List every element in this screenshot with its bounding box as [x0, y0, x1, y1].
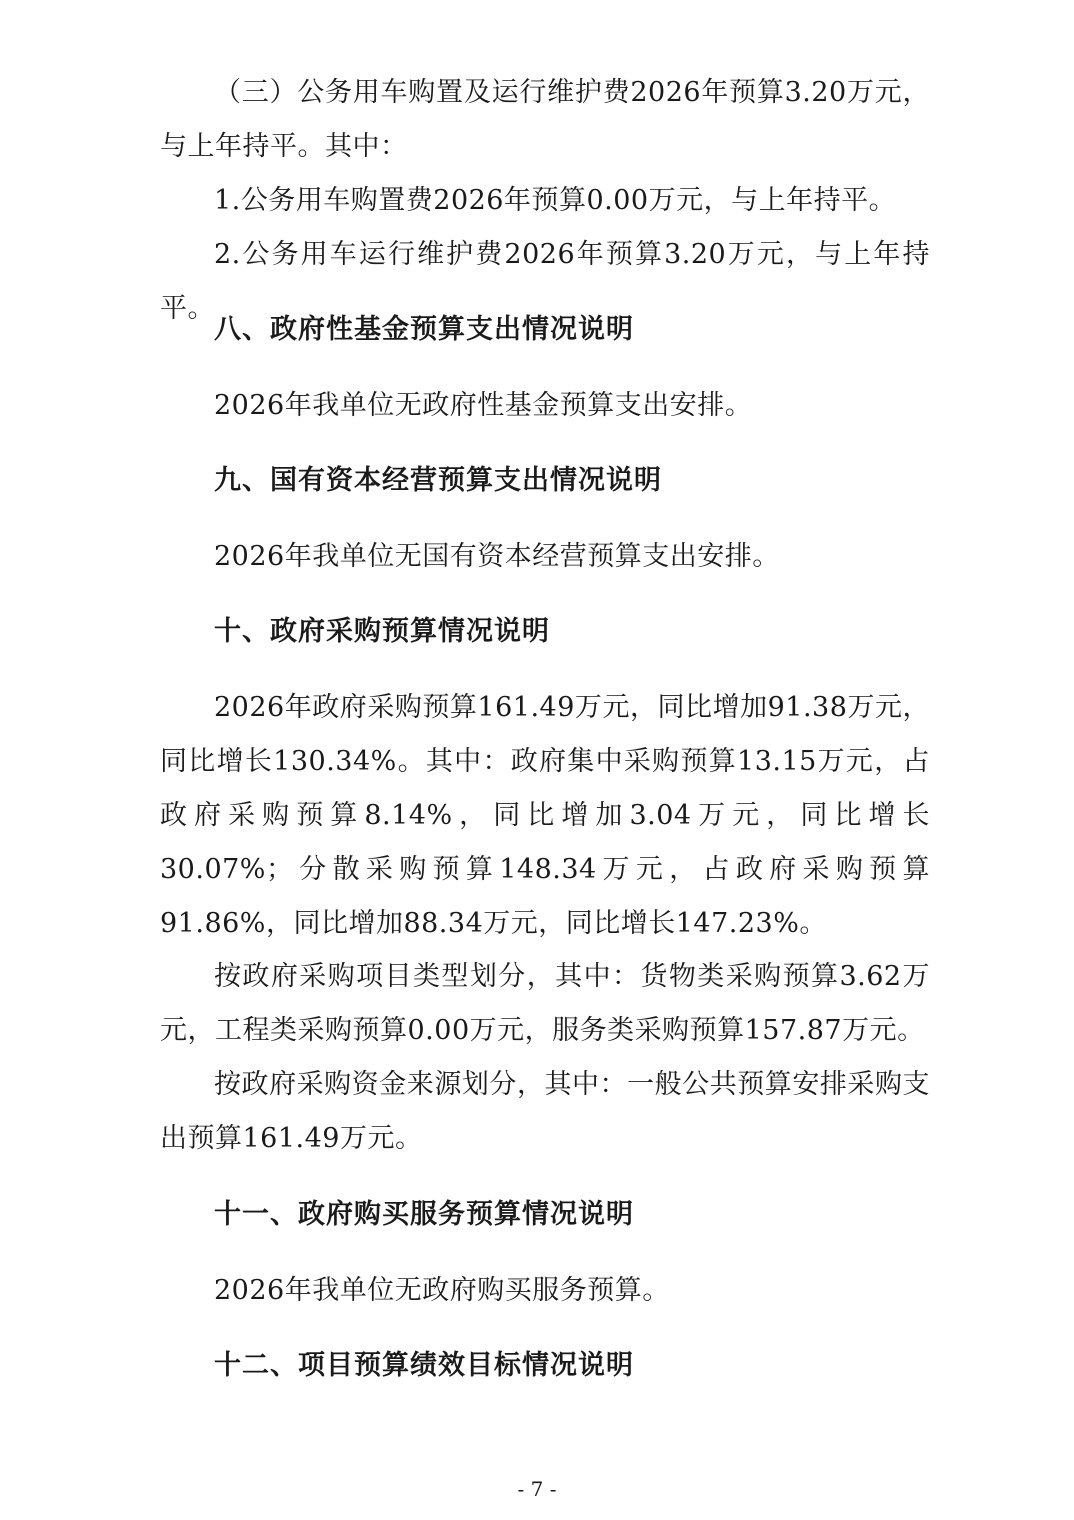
section-10-body-2: 按政府采购项目类型划分，其中：货物类采购预算3.62万元，工程类采购预算0.00万元，服务类采购预算157.87万元。	[160, 961, 930, 1046]
section-9-body: 2026年我单位无国有资本经营预算支出安排。	[214, 541, 780, 572]
page-number: - 7 -	[517, 1477, 557, 1501]
section-8-body: 2026年我单位无政府性基金预算支出安排。	[214, 390, 753, 421]
section-8-heading: 八、政府性基金预算支出情况说明	[214, 314, 634, 345]
section-10-body-3: 按政府采购资金来源划分，其中：一般公共预算安排采购支出预算161.49万元。	[160, 1069, 930, 1154]
paragraph-vehicle-maintenance: 2.公务用车运行维护费2026年预算3.20万元，与上年持平。	[160, 239, 930, 324]
paragraph-vehicle-purchase: 1.公务用车购置费2026年预算0.00万元，与上年持平。	[214, 185, 897, 216]
section-11-body: 2026年我单位无政府购买服务预算。	[214, 1275, 670, 1306]
section-9-heading: 九、国有资本经营预算支出情况说明	[214, 465, 662, 496]
section-12-heading: 十二、项目预算绩效目标情况说明	[214, 1350, 634, 1381]
paragraph-vehicle-expense: （三）公务用车购置及运行维护费2026年预算3.20万元，与上年持平。其中：	[160, 77, 930, 162]
section-10-heading: 十、政府采购预算情况说明	[214, 616, 550, 647]
section-11-heading: 十一、政府购买服务预算情况说明	[214, 1199, 634, 1230]
section-10-body-1: 2026年政府采购预算161.49万元，同比增加91.38万元，同比增长130.34%。其中：政府集中采购预算13.15万元，占政府采购预算8.14%，同比增加3.04万元，同比增长30.07%；分散采购预算148.34万元，占政府采购预算91.86%，同比增加88.34万元，同比增长147.23%。	[160, 692, 930, 939]
